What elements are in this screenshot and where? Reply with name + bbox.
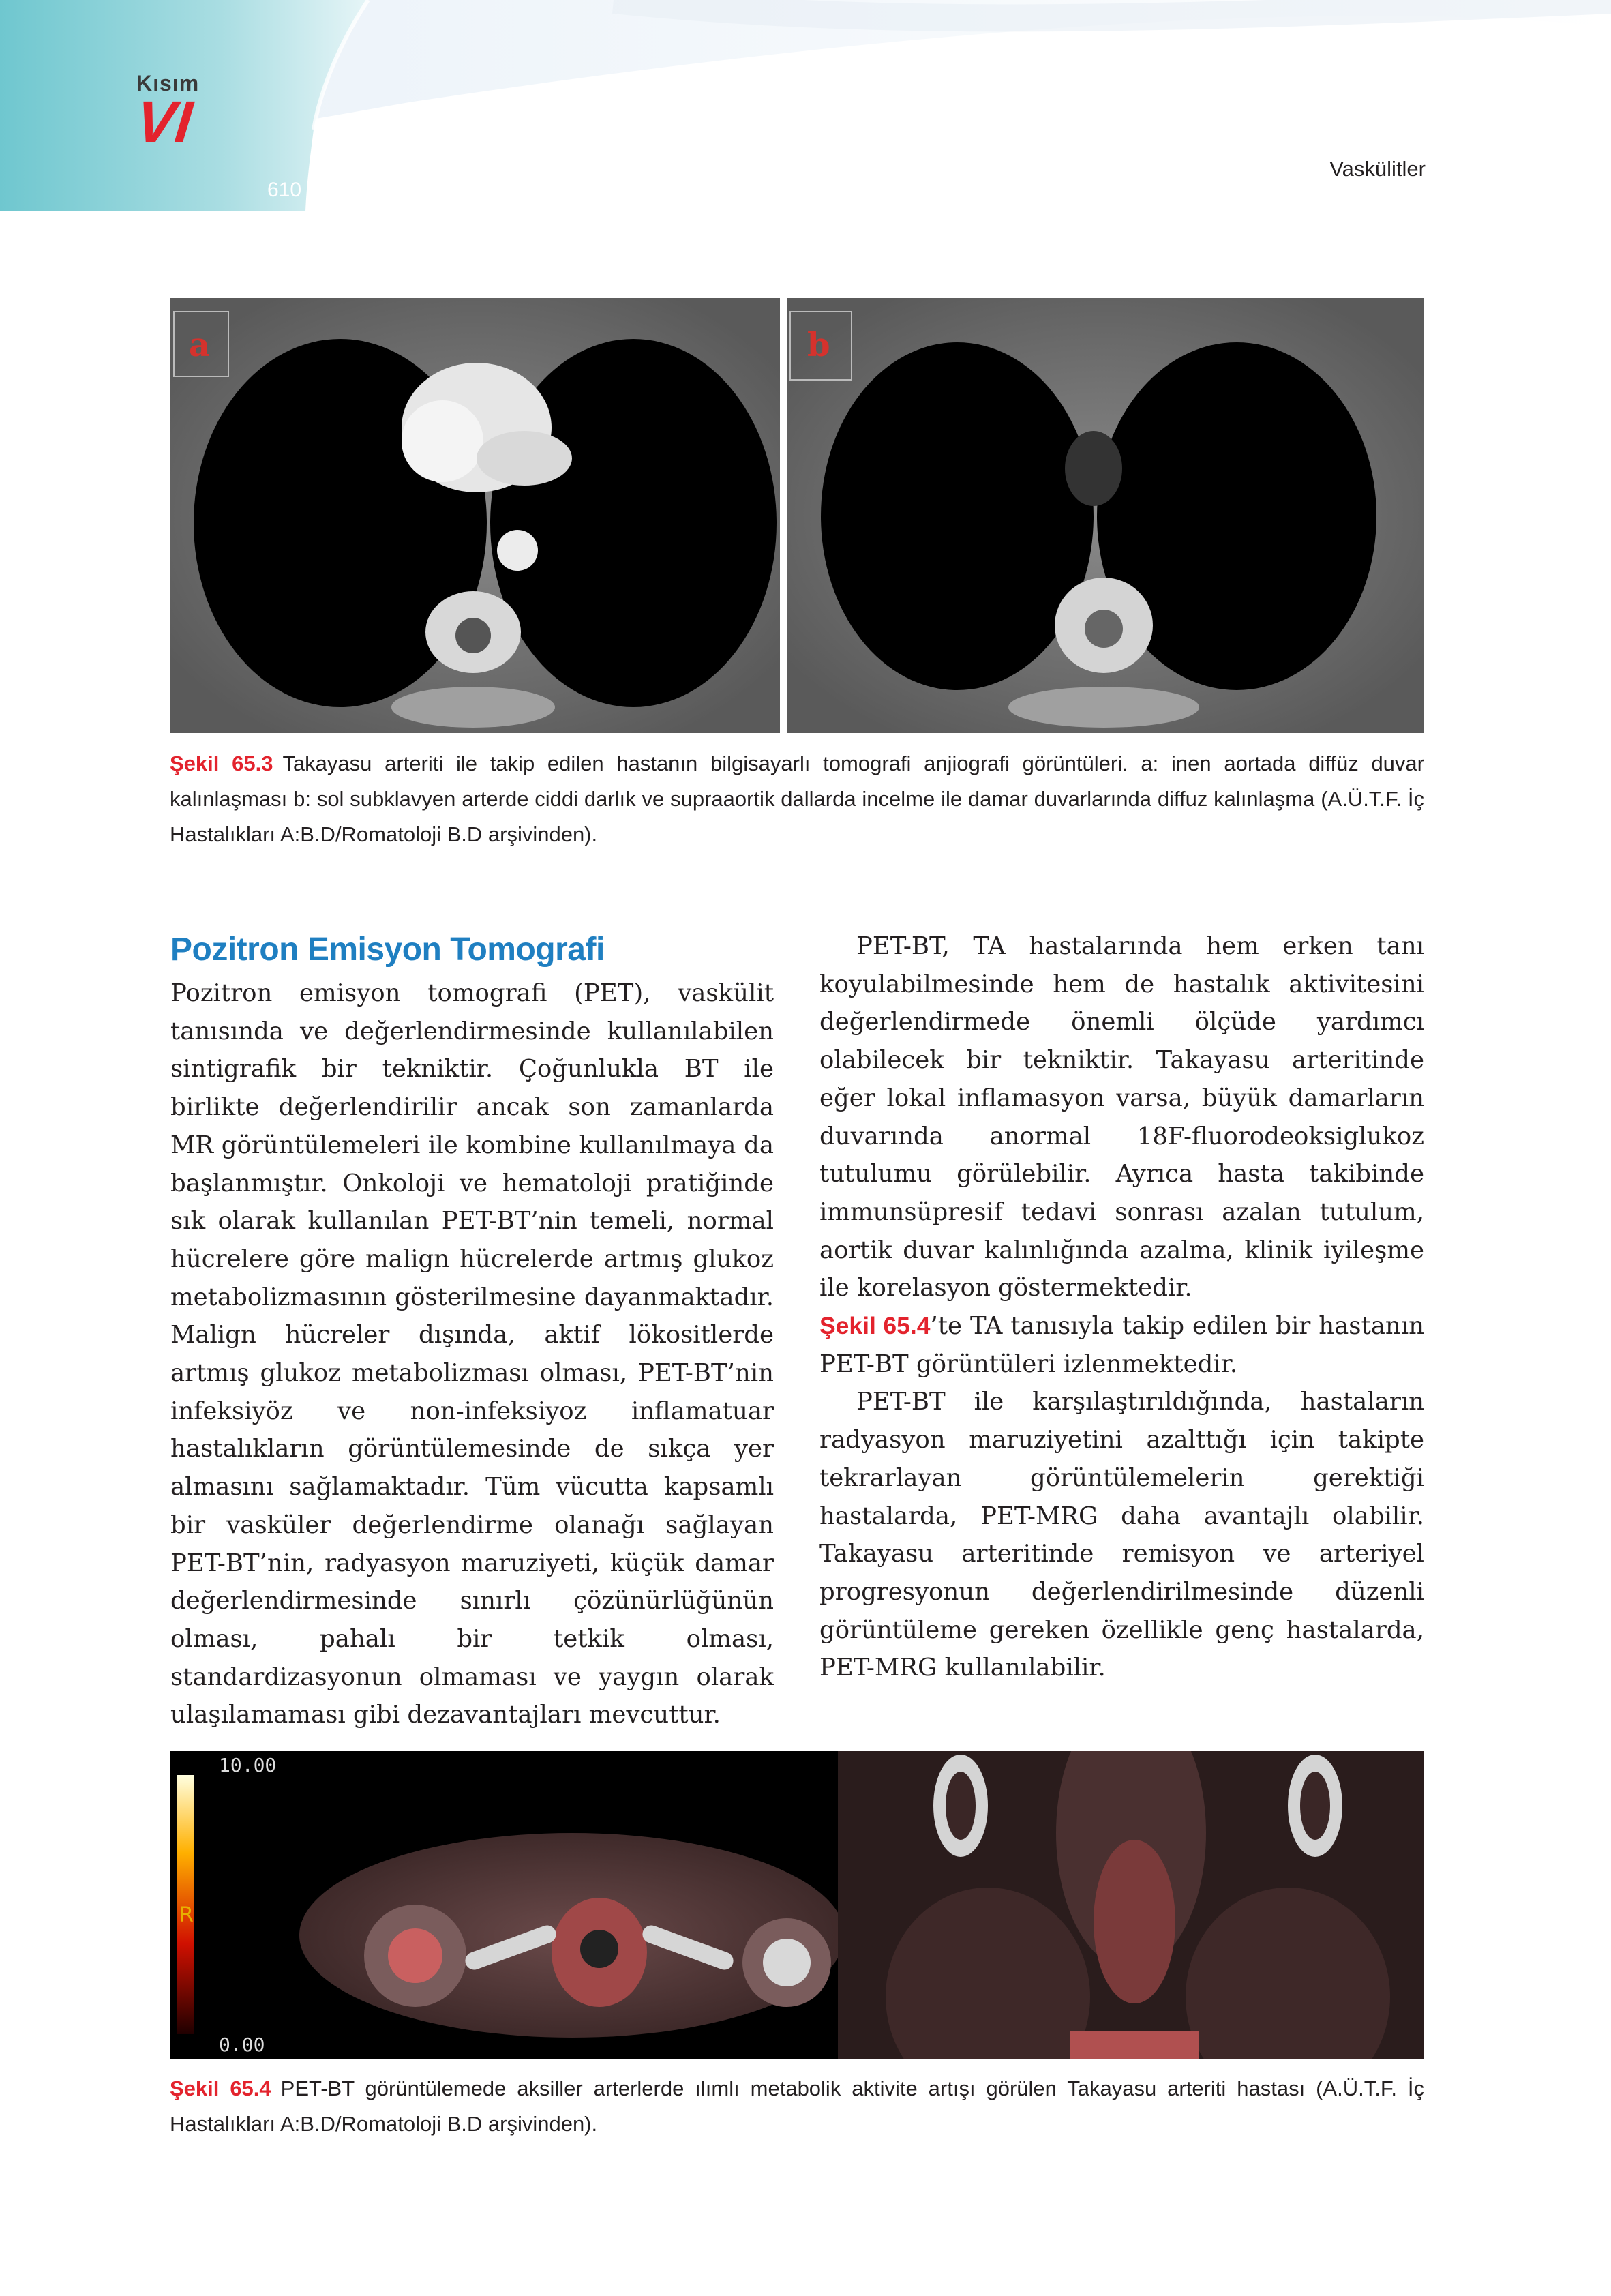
right-paragraph-1 [819,927,1424,1383]
figure-65-4-ref: Şekil 65.4 [170,2076,271,2100]
scale-min-label: 0.00 [219,2033,265,2056]
scale-max-label: 10.00 [219,1754,277,1776]
running-head: Vaskülitler [1329,157,1426,181]
part-label: Kısım [136,71,200,95]
figure-65-3-ref: Şekil 65.3 [170,751,273,775]
section-heading: Pozitron Emisyon Tomografi [170,931,605,968]
figure-65-3-caption [170,746,1424,852]
panel-a-label: a [189,326,211,364]
left-column [170,974,774,1734]
right-paragraph-1-tail: ’te TA tanısıyla takip edilen bir hastanın PET-BT görüntüleri izlenmektedir. [819,1312,1424,1378]
left-paragraph-1: Pozitron emisyon tomografi (PET), vaskülit tanısında ve değerlendirmesinde kullanılabilen sintigrafik bir tekniktir. Çoğunlukla BT ile birlikte değerlendirilir ancak son zamanlarda MR görüntülemeleri ile kombine kullanılmaya da başlanmıştır. Onkoloji ve hematoloji pratiğinde sık olarak kullanılan PET-BT’nin temeli, normal hücrelere göre malign hücrelerde artmış glukoz metabolizmasının gösterilmesine dayanmaktadır. Malign hücreler dışında, aktif lökositlerde artmış glukoz metabolizması olması, PET-BT’nin infeksiyöz ve non-infeksiyoz inflamatuar hastalıkların görüntülemesinde de sıkça yer almasını sağlamaktadır. Tüm vücutta kapsamlı bir vasküler değerlendirme olanağı sağlayan PET-BT’nin, radyasyon maruziyeti, küçük damar değerlendirmesinde sınırlı çözünürlüğünün olması, pahalı bir tetkik olması, standardizasyonun olmaması ve yaygın olarak ulaşılamaması gibi dezavantajları mevcuttur. [170,979,774,1729]
part-number: VI [132,89,196,155]
page-number: 610 [267,179,302,201]
figure-65-4 [170,1751,1424,2059]
right-paragraph-1-text: PET-BT, TA hastalarında hem erken tanı koyulabilmesinde hem de hastalık aktivitesini değerlendirmede önemli ölçüde yardımcı olabilecek bir tekniktir. Takayasu arteritinde eğer lokal inflamasyon varsa, büyük damarların duvarında anormal 18F-fluorodeoksiglukoz tutulumu görülebilir. Ayrıca hasta takibinde immunsüpresif tedavi sonrası azalan tutulum, aortik duvar kalınlığında azalma, klinik iyileşme ile korelasyon göstermektedir. [819,932,1424,1302]
ct-angiography-image [170,298,1424,733]
figure-65-4-caption [170,2071,1424,2142]
figure-65-4-caption-text: PET-BT görüntülemede aksiller arterlerde ılımlı metabolik aktivite artışı görülen Takayasu arteriti hastası (A.Ü.T.F. İç Hastalıkları A:B.D/Romatoloji B.D arşivinden). [170,2076,1424,2136]
right-paragraph-2: PET-BT ile karşılaştırıldığında, hastaların radyasyon maruziyetini azalttığı için takipte tekrarlayan görüntülemelerin gerektiği hastalarda, PET-MRG daha avantajlı olabilir. Takayasu arteritinde remisyon ve arteriyel progresyonun değerlendirilmesinde düzenli görüntüleme gereken özellikle genç hastalarda, PET-MRG kullanılabilir. [819,1388,1424,1682]
scale-orientation-label: R [179,1903,194,1927]
figure-65-3 [170,298,1424,733]
figure-65-4-inline-ref[interactable]: Şekil 65.4 [819,1312,931,1340]
figure-65-3-caption-text: Takayasu arteriti ile takip edilen hastanın bilgisayarlı tomografi anjiografi görüntüleri. a: inen aortada diffüz duvar kalınlaşması b: sol subklavyen arterde ciddi darlık ve supraaortik dallarda incelme ile damar duvarlarında diffuz kalınlaşma (A.Ü.T.F. İç Hastalıkları A:B.D/Romatoloji B.D arşivinden). [170,751,1424,846]
pet-ct-image [170,1751,1424,2059]
right-column [819,927,1424,1687]
panel-b-label: b [807,326,830,364]
